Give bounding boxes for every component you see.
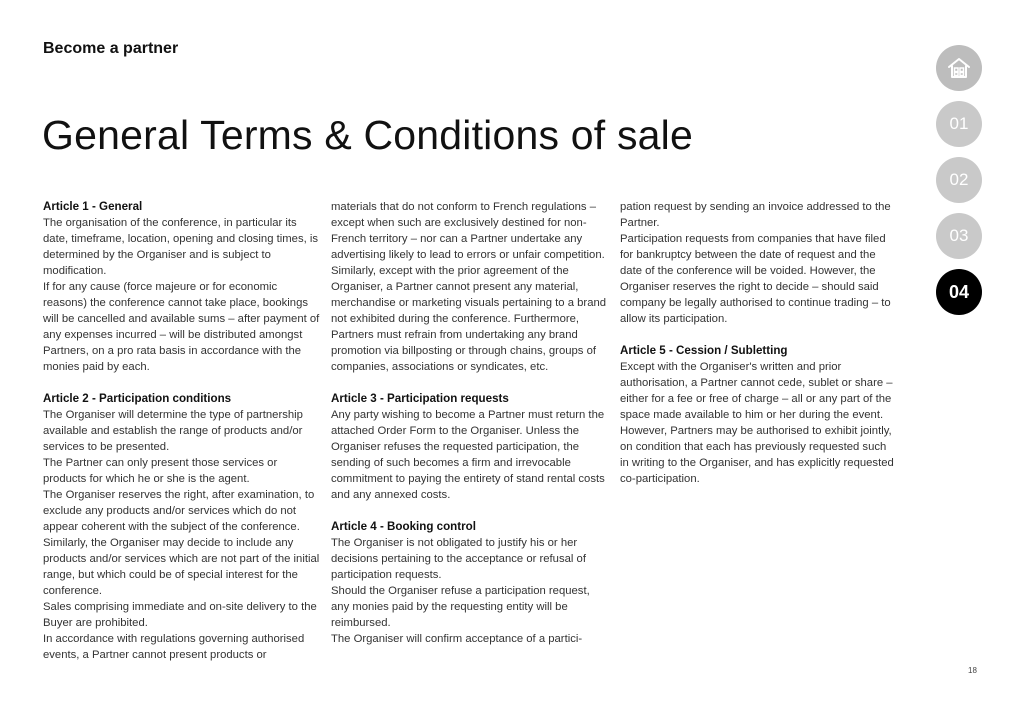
text-column-2	[331, 199, 609, 647]
nav-section-04-button[interactable]: 04	[936, 269, 982, 315]
home-icon	[946, 55, 972, 81]
article-1-paragraph: If for any cause (force majeure or for economic reasons) the conference cannot take place, bookings will be cancelled and available sums – after payment of any expenses incurred – will be distributed amongst Partners, on a pro rata basis in accordance with the monies paid by each.	[43, 281, 320, 373]
text-column-1	[43, 199, 321, 663]
page-title: General Terms & Conditions of sale	[42, 112, 693, 158]
page-number: 18	[968, 666, 977, 675]
article-4-continued-paragraph: Participation requests from companies that have filed for bankruptcy between the date of request and the date of the conference will be voided. However, the Organiser reserves the right to decide – should said company be legally authorised to continue trading – to allow its participation.	[620, 233, 891, 325]
nav-section-03-button[interactable]: 03	[936, 213, 982, 259]
text-column-3	[620, 199, 898, 487]
article-1-paragraph: The organisation of the conference, in particular its date, timeframe, location, opening and closing times, is determined by the Organiser and is subject to modification.	[43, 217, 319, 277]
article-4-paragraph: The Organiser will confirm acceptance of a partici-	[331, 633, 583, 645]
article-2-paragraph: The Organiser will determine the type of partnership available and establish the range of products and/or services to be presented.	[43, 409, 303, 453]
nav-section-02-button[interactable]: 02	[936, 157, 982, 203]
article-5-title: Article 5 - Cession / Subletting	[620, 344, 788, 357]
article-5-paragraph: However, Partners may be authorised to exhibit jointly, on condition that each has previously requested such in writing to the Organiser, and has explicitly requested co-participation.	[620, 425, 894, 485]
article-2-title: Article 2 - Participation conditions	[43, 392, 232, 405]
article-2-paragraph: The Organiser reserves the right, after examination, to exclude any products and/or services which do not appear coherent with the subject of the conference. Similarly, the Organiser may decide to include any products and/or services which are not part of the initial range, but which could be of special interest for the conference.	[43, 489, 320, 597]
article-4-paragraph: The Organiser is not obligated to justify his or her decisions pertaining to the acceptance or refusal of participation requests.	[331, 537, 586, 581]
article-2-continued-paragraph: materials that do not conform to French regulations – except when such are exclusively destined for non-French territory – nor can a Partner undertake any advertising likely to lead to errors or unfair competition. Similarly, except with the prior agreement of the Organiser, a Partner cannot present any material, merchandise or marketing visuals pertaining to a brand not exhibited during the conference. Furthermore, Partners must refrain from undertaking any brand promotion via billposting or through chains, groups of companies, associations or syndicates, etc.	[331, 201, 607, 373]
article-2-paragraph: The Partner can only present those services or products for which he or she is the agent.	[43, 457, 278, 485]
nav-home-button[interactable]	[936, 45, 982, 91]
article-4-paragraph: Should the Organiser refuse a participation request, any monies paid by the requesting entity will be reimbursed.	[331, 585, 590, 629]
article-3-title: Article 3 - Participation requests	[331, 392, 509, 405]
article-2-paragraph: Sales comprising immediate and on-site delivery to the Buyer are prohibited.	[43, 601, 317, 629]
article-3-paragraph: Any party wishing to become a Partner must return the attached Order Form to the Organiser. Unless the Organiser refuses the requested participation, the sending of such becomes a firm and irrevocable commitment to paying the entirety of stand rental costs and any annexed costs.	[331, 409, 605, 501]
section-label: Become a partner	[43, 40, 179, 57]
nav-section-01-button[interactable]: 01	[936, 101, 982, 147]
article-2-paragraph: In accordance with regulations governing authorised events, a Partner cannot present products or	[43, 633, 305, 661]
section-nav	[936, 45, 982, 325]
article-4-continued-paragraph: pation request by sending an invoice addressed to the Partner.	[620, 201, 891, 229]
article-5-paragraph: Except with the Organiser's written and prior authorisation, a Partner cannot cede, sublet or share – either for a fee or free of charge – all or any part of the space made available to him or her during the event.	[620, 361, 893, 421]
article-4-title: Article 4 - Booking control	[331, 520, 476, 533]
article-1-title: Article 1 - General	[43, 200, 143, 213]
